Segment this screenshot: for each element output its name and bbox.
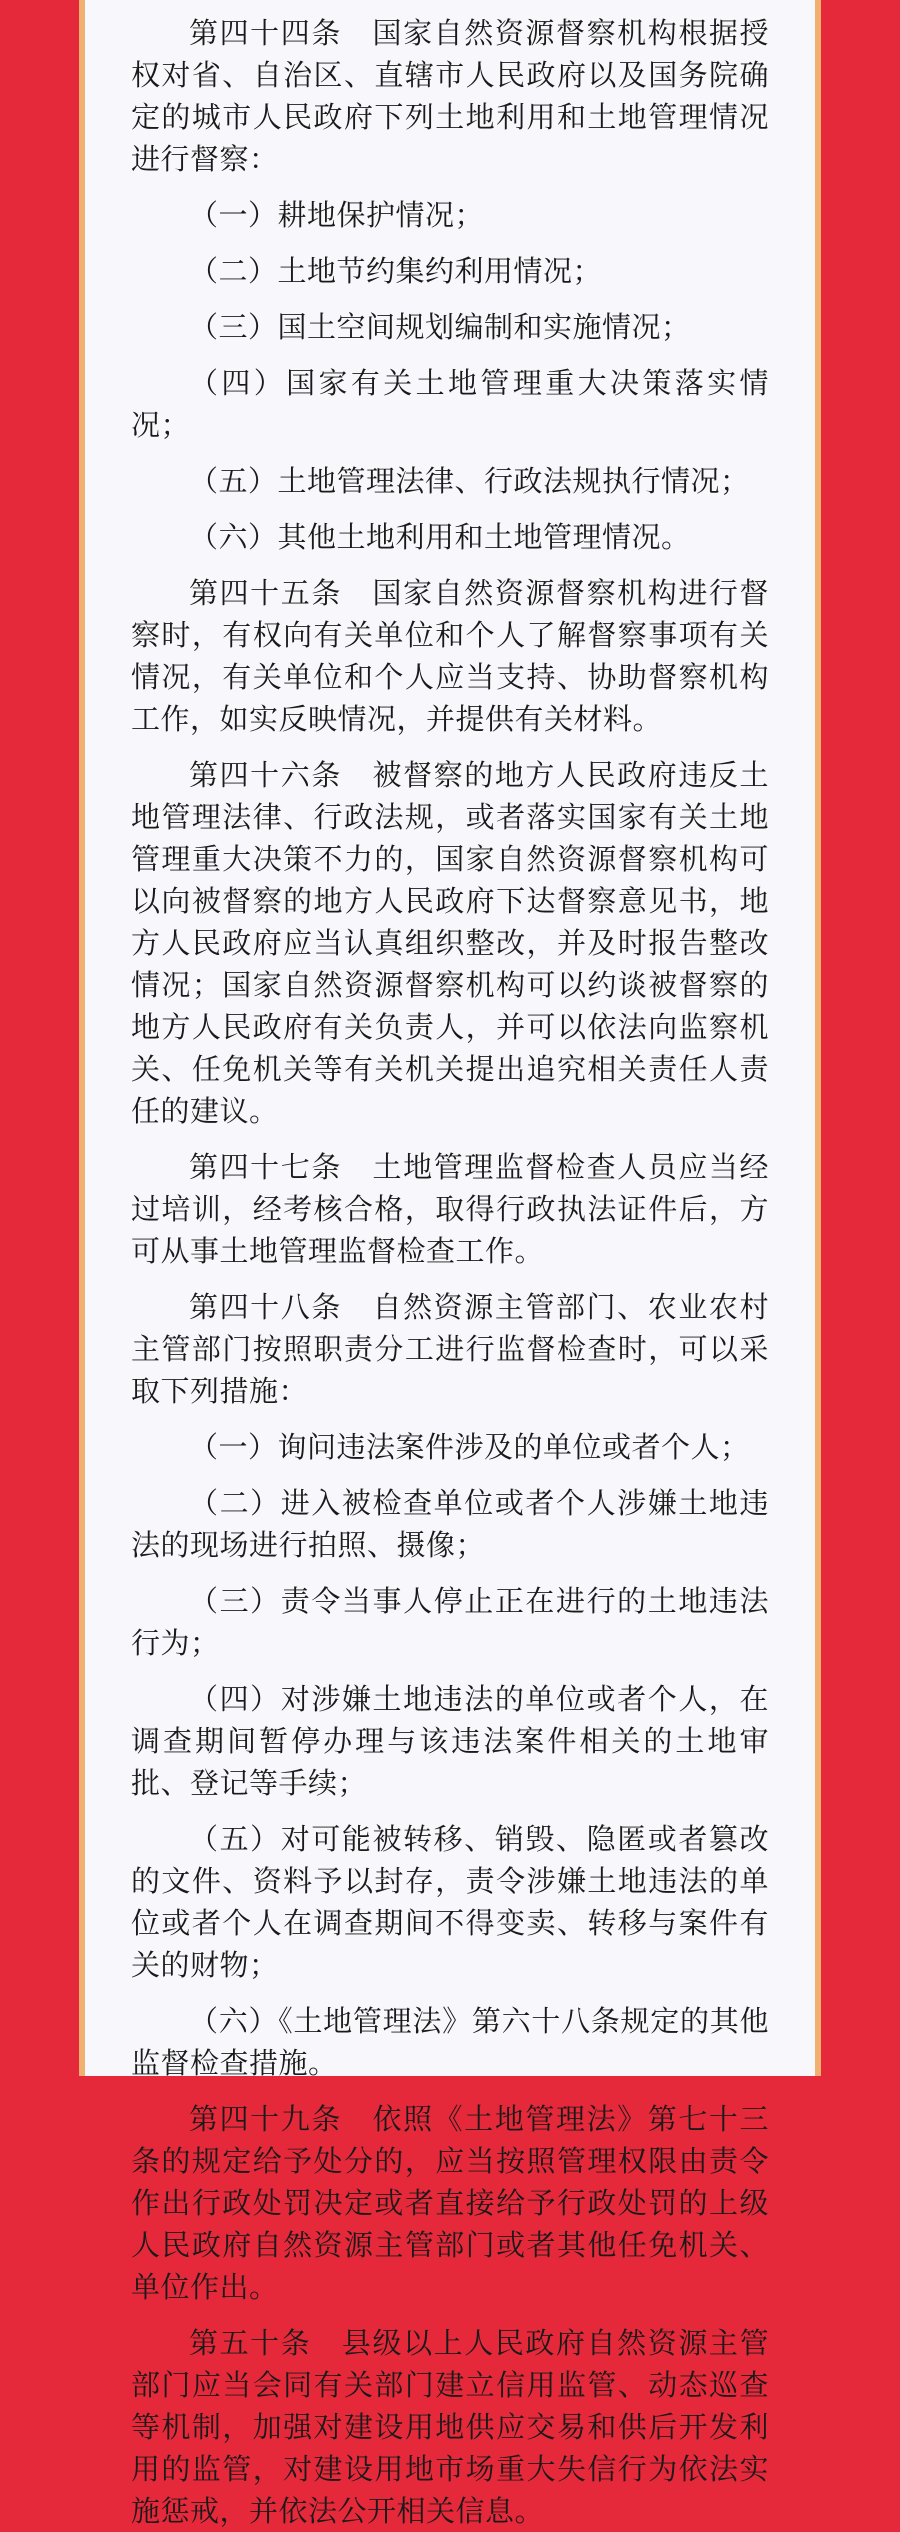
article-48-item-4: （四）对涉嫌土地违法的单位或者个人，在调查期间暂停办理与该违法案件相关的土地审批、登记等手续； xyxy=(131,1682,769,1800)
article-48-item-6: （六）《土地管理法》第六十八条规定的其他监督检查措施。 xyxy=(131,2004,769,2080)
article-44-item-1: （一）耕地保护情况； xyxy=(189,198,485,232)
article-44: 第四十四条 国家自然资源督察机构根据授权对省、自治区、直辖市人民政府以及国务院确定的城市人民政府下列土地利用和土地管理情况进行督察： xyxy=(131,16,769,176)
article-45: 第四十五条 国家自然资源督察机构进行督察时，有权向有关单位和个人了解督察事项有关情况，有关单位和个人应当支持、协助督察机构工作，如实反映情况，并提供有关材料。 xyxy=(131,576,769,736)
article-44-item-3: （三）国土空间规划编制和实施情况； xyxy=(189,310,691,344)
article-44-item-6: （六）其他土地利用和土地管理情况。 xyxy=(189,520,691,554)
article-46: 第四十六条 被督察的地方人民政府违反土地管理法律、行政法规，或者落实国家有关土地管理重大决策不力的，国家自然资源督察机构可以向被督察的地方人民政府下达督察意见书，地方人民政府应当认真组织整改，并及时报告整改情况；国家自然资源督察机构可以约谈被督察的地方人民政府有关负责人，并可以依法向监察机关、任免机关等有关机关提出追究相关责任人责任的建议。 xyxy=(131,758,769,1128)
article-48-item-3: （三）责令当事人停止正在进行的土地违法行为； xyxy=(131,1584,769,1660)
article-44-item-5: （五）土地管理法律、行政法规执行情况； xyxy=(189,464,750,498)
article-44-item-4: （四）国家有关土地管理重大决策落实情况； xyxy=(131,366,769,442)
article-50: 第五十条 县级以上人民政府自然资源主管部门应当会同有关部门建立信用监管、动态巡查等机制，加强对建设用地供应交易和供后开发利用的监管，对建设用地市场重大失信行为依法实施惩戒，并依法公开相关信息。 xyxy=(131,2326,769,2528)
article-panel xyxy=(85,0,815,2528)
article-48-item-2: （二）进入被检查单位或者个人涉嫌土地违法的现场进行拍照、摄像； xyxy=(131,1486,769,1562)
article-49: 第四十九条 依照《土地管理法》第七十三条的规定给予处分的，应当按照管理权限由责令作出行政处罚决定或者直接给予行政处罚的上级人民政府自然资源主管部门或者其他任免机关、单位作出。 xyxy=(131,2102,769,2304)
article-48-item-5: （五）对可能被转移、销毁、隐匿或者篡改的文件、资料予以封存，责令涉嫌土地违法的单位或者个人在调查期间不得变卖、转移与案件有关的财物； xyxy=(131,1822,769,1982)
article-47: 第四十七条 土地管理监督检查人员应当经过培训，经考核合格，取得行政执法证件后，方可从事土地管理监督检查工作。 xyxy=(131,1150,769,1268)
right-gold-border xyxy=(815,0,821,2076)
article-44-item-2: （二）土地节约集约利用情况； xyxy=(189,254,603,288)
article-48: 第四十八条 自然资源主管部门、农业农村主管部门按照职责分工进行监督检查时，可以采取下列措施： xyxy=(131,1290,769,1408)
article-48-item-1: （一）询问违法案件涉及的单位或者个人； xyxy=(189,1430,750,1464)
